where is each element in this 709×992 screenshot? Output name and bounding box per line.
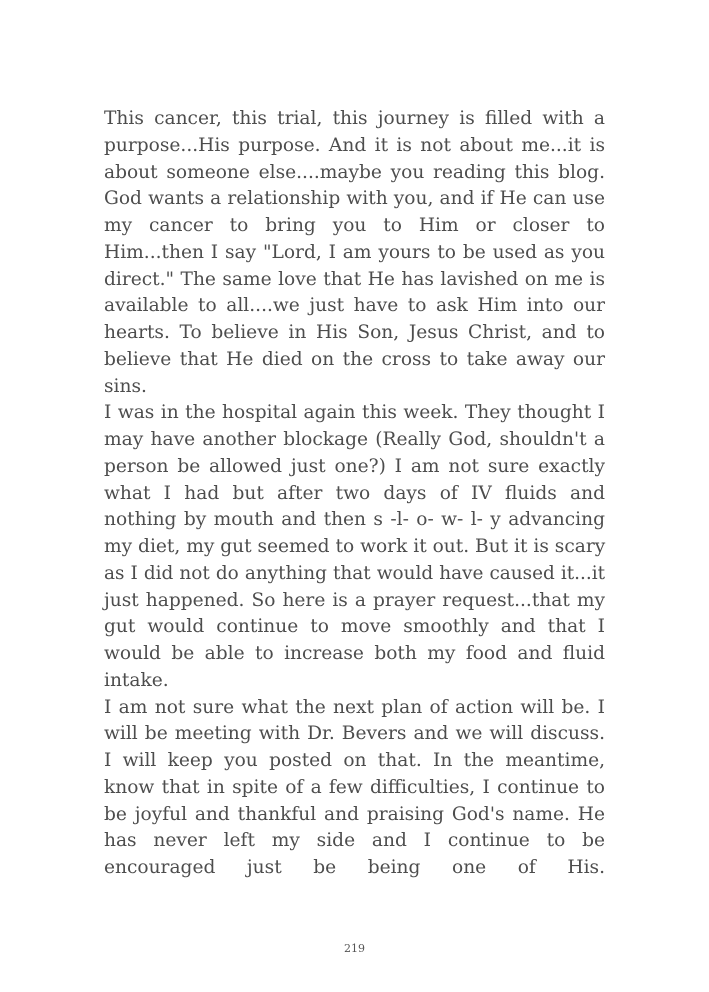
text-line: person be allowed just one?) I am not sure exactly: [104, 455, 605, 477]
text-line: God wants a relationship with you, and if He can use: [104, 188, 605, 210]
text-line: hearts. To believe in His Son, Jesus Christ, and to: [104, 322, 605, 343]
text-line: sins.: [104, 375, 147, 397]
text-line: available to all....we just have to ask Him into our: [104, 295, 605, 317]
text-line: what I had but after two days of IV fluids and: [104, 482, 605, 504]
text-line: my cancer to bring you to Him or closer to: [104, 215, 605, 236]
text-line: will be meeting with Dr. Bevers and we will discuss.: [104, 723, 605, 745]
text-line: encouraged just be being one of His.: [104, 857, 605, 878]
page-number: 219: [344, 942, 365, 955]
text-line: just happened. So here is a prayer request...that my: [104, 589, 605, 611]
text-line: purpose...His purpose. And it is not about me...it is: [104, 134, 605, 156]
text-line: I was in the hospital again this week. They thought I: [104, 402, 605, 424]
text-line: would be able to increase both my food and fluid: [104, 643, 605, 664]
text-line: believe that He died on the cross to take away our: [104, 348, 605, 370]
text-line: This cancer, this trial, this journey is filled with a: [104, 108, 605, 129]
paragraph-1: [104, 106, 605, 400]
text-line: has never left my side and I continue to be: [104, 830, 605, 852]
paragraph-3: [104, 695, 605, 882]
text-line: my diet, my gut seemed to work it out. But it is scary: [104, 536, 606, 557]
paragraph-2: [104, 400, 605, 694]
text-line: intake.: [104, 669, 169, 691]
text-line: may have another blockage (Really God, shouldn't a: [104, 429, 605, 450]
body-text: [104, 106, 605, 882]
text-line: I will keep you posted on that. In the meantime,: [104, 750, 605, 771]
text-line: nothing by mouth and then s -l- o- w- l- y advancing: [104, 509, 605, 531]
text-line: be joyful and thankful and praising God's name. He: [104, 803, 605, 825]
text-line: direct." The same love that He has lavished on me is: [104, 268, 605, 290]
text-line: about someone else....maybe you reading this blog.: [104, 161, 605, 183]
text-line: know that in spite of a few difficulties, I continue to: [104, 776, 605, 798]
text-line: Him...then I say "Lord, I am yours to be used as you: [104, 241, 605, 263]
text-line: as I did not do anything that would have caused it...it: [104, 562, 605, 584]
text-line: I am not sure what the next plan of action will be. I: [104, 696, 605, 718]
text-line: gut would continue to move smoothly and that I: [104, 616, 605, 638]
